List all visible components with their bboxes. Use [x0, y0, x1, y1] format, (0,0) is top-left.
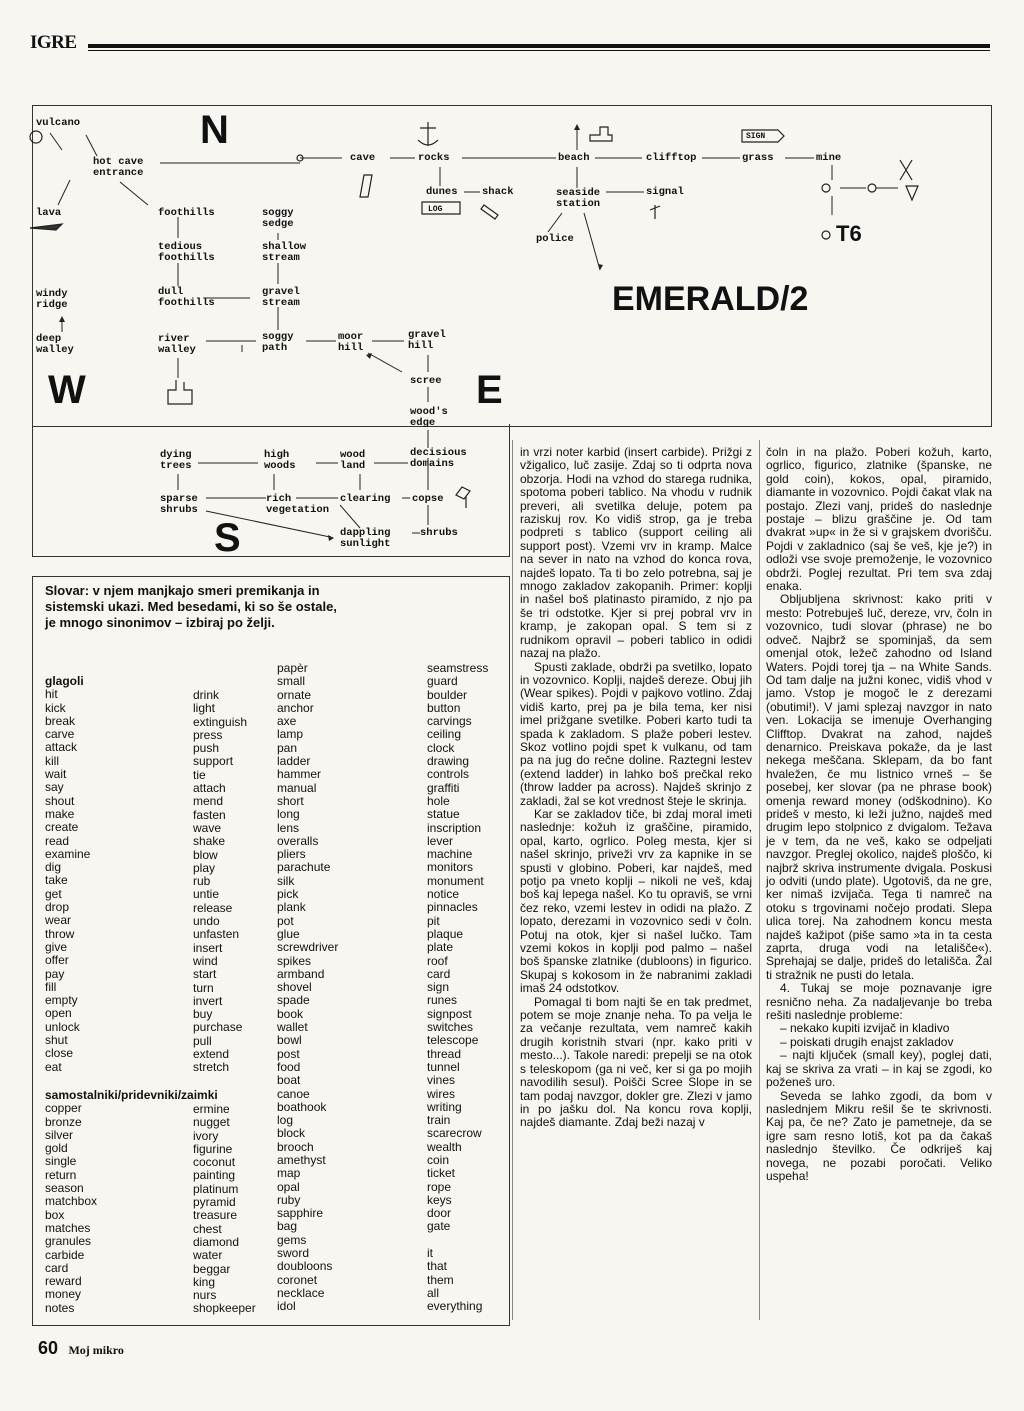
map-label-shack: shack — [482, 186, 514, 198]
vocab-word: food — [277, 1059, 301, 1074]
map-label-rich: rich vegetation — [266, 493, 330, 516]
vocab-word: fasten — [193, 807, 226, 822]
map-label-windy: windy ridge — [36, 288, 68, 311]
vocab-word: long — [277, 807, 300, 822]
vocab-word: writing — [427, 1099, 462, 1114]
vocab-word: anchor — [277, 700, 314, 715]
map-label-grass: grass — [742, 152, 774, 164]
vocab-word: pan — [277, 740, 298, 755]
vocab-word: wallet — [277, 1020, 308, 1035]
vocab-word: boat — [277, 1073, 301, 1088]
vocab-word: ornate — [277, 687, 312, 702]
vocab-word: hit — [45, 687, 58, 702]
vocab-word: statue — [427, 807, 460, 822]
vocab-column-1 — [45, 675, 90, 1074]
map-label-cave: cave — [350, 152, 376, 164]
map-label-gravel-hill: gravel hill — [408, 329, 446, 352]
map-label-deciduous: decisious domains — [410, 447, 467, 470]
vocab-word: platinum — [193, 1181, 239, 1196]
vocab-word: plank — [277, 900, 306, 915]
map-label-dull: dull foothills — [158, 286, 215, 309]
paragraph: Pomagal ti bom najti še en tak predmet, potem se moje znanje neha. To pa velja le za večanje rezultata, vem namreč kakih drugih koristnih stvari (npr. kako priti v mesto...). Takole naredi: prepelji se na otok s teleskopom (ga ni več, ker si ga po mojih navodilih sesul). Poišči Scree Slope in se tam podaj navzgor, dokler gre. Zlezi v jamo in po jašku dol. Na koncu rova koplji, najdeš diamante. Zdaj beži nazaj v — [520, 994, 752, 1130]
map-label-soggy-sedge: soggy sedge — [262, 207, 294, 230]
map-label-vulcano: vulcano — [36, 117, 81, 129]
vocab-word: graffiti — [427, 780, 460, 795]
vocab-word: ticket — [427, 1166, 456, 1181]
paragraph: – poiskati drugih enajst zakladov — [780, 1034, 954, 1049]
vocab-word: train — [427, 1113, 451, 1128]
map-label-copse: copse — [412, 493, 444, 505]
vocab-word: them — [427, 1272, 454, 1287]
vocab-word: ermine — [193, 1102, 230, 1116]
vocab-word: start — [193, 967, 217, 982]
vocab-word: return — [45, 1167, 77, 1182]
vocab-word: hole — [427, 793, 450, 808]
vocab-word: machine — [427, 847, 473, 862]
vocab-word: monument — [427, 873, 484, 888]
vocab-word: notes — [45, 1300, 75, 1315]
vocab-word: map — [277, 1166, 301, 1181]
vocab-word: overalls — [277, 833, 319, 848]
vocab-word: scarecrow — [427, 1126, 482, 1141]
vocab-word: season — [45, 1181, 84, 1196]
vocab-word: idol — [277, 1299, 296, 1314]
vocab-word: extinguish — [193, 714, 248, 729]
map-label-lava: lava — [36, 207, 62, 219]
vocab-word: copper — [45, 1101, 82, 1116]
vocab-word: gate — [427, 1219, 451, 1234]
vocab-word: attach — [193, 781, 226, 796]
vocab-word: keys — [427, 1192, 452, 1207]
vocabulary-box — [32, 576, 510, 1326]
vocab-word: brooch — [277, 1139, 314, 1154]
section-title: IGRE — [30, 32, 77, 53]
vocab-word: unfasten — [193, 927, 240, 942]
vocab-column-2 — [193, 689, 247, 1075]
vocab-word: drop — [45, 900, 70, 915]
article-text-middle — [520, 446, 752, 1130]
article-text-right — [766, 446, 992, 1183]
vocab-word: offer — [45, 953, 69, 968]
vocab-word: shout — [45, 793, 75, 808]
vocab-word: matchbox — [45, 1194, 98, 1209]
map-label-beach: beach — [558, 152, 590, 164]
map-label-high-woods: high woods — [264, 449, 296, 472]
vocab-word: bronze — [45, 1114, 82, 1129]
vocab-word: break — [45, 713, 76, 728]
paragraph: in vrzi noter karbid (insert carbide). Prižgi z vžigalico, luč zasije. Zdaj so ti odprta nova obzorja. Hodi na vzhod do starega rudnika, spotoma poberi tablico. Na vhodu v rudnik preveri, ali svetilka deluje, potem pa raziskuj rov. Ko vidiš strop, ga je treba podpreti s tablico (support ceiling ali support post). Vzemi vrv in kramp. Malce na sever in nato na vzhod do konca rova, najdeš lopato. Ta ti bo zelo potrebna, saj je mnogo zakladov zakopanih. Primer: koplji in našel boš platinasto piramido, z njo pa še tri odstotke. Kjer si prej pobral vrv in kramp, je zakopan opal. S tem si z rudnikom opravil – poberi tablico in odidi nazaj na plažo. — [520, 445, 752, 661]
vocab-word: coin — [427, 1152, 450, 1167]
vocab-word: necklace — [277, 1285, 325, 1300]
vocab-word: matches — [45, 1220, 91, 1235]
vocab-word: seamstress — [427, 661, 489, 675]
map-label-tedious: tedious foothills — [158, 241, 215, 264]
vocab-word: switches — [427, 1020, 474, 1035]
vocab-subheading: glagoli — [45, 674, 84, 688]
vocab-column-4 — [427, 662, 488, 1314]
vocab-word: thread — [427, 1046, 462, 1061]
vocab-word: wires — [427, 1086, 456, 1101]
vocab-word: button — [427, 700, 461, 715]
vocab-word: carvings — [427, 714, 472, 729]
paragraph: – najti ključek (small key), poglej dati, kaj se skriva za vrati – in kaj se zgodi, ko poženeš uro. — [766, 1048, 992, 1090]
map-label-clearing: clearing — [340, 493, 391, 505]
vocab-word: bag — [277, 1219, 298, 1234]
vocab-word: sword — [277, 1246, 310, 1261]
vocab-word: ceiling — [427, 727, 462, 742]
vocab-word: lamp — [277, 727, 304, 742]
vocab-word: kill — [45, 753, 59, 768]
vocab-column-1b — [45, 1089, 218, 1315]
vocab-word: single — [45, 1154, 77, 1169]
vocab-word: mend — [193, 794, 224, 809]
vocab-word: gems — [277, 1232, 307, 1247]
vocab-word: examine — [45, 846, 91, 861]
vocab-word: eat — [45, 1059, 62, 1074]
map-label-shallow: shallow stream — [262, 241, 307, 264]
vocab-word: shut — [45, 1033, 68, 1048]
vocab-word: ivory — [193, 1128, 219, 1143]
vocab-word: nugget — [193, 1115, 230, 1130]
map-label-deep: deep walley — [36, 333, 74, 356]
vocab-word: block — [277, 1126, 306, 1141]
vocab-word: rub — [193, 874, 211, 889]
vocab-word: card — [45, 1260, 69, 1275]
vocab-word: carbide — [45, 1247, 85, 1262]
vocab-word: gold — [45, 1141, 68, 1156]
map-label-foothills: foothills — [158, 207, 215, 219]
vocab-word: bowl — [277, 1033, 302, 1048]
vocab-word: monitors — [427, 860, 474, 875]
vocab-word: wind — [193, 953, 218, 968]
paragraph: Kar se zakladov tiče, bi zdaj moral imeti naslednje: kožuh iz graščine, piramido, opal, karto, ogrlico. Poleg mesta, kjer si našel skrinjo, priveži vrv za kapnike in se spusti v globino. Poberi, kar najdeš, med potjo pa vneto koplji – nikoli ne veš, kdaj boš kaj lepega našel. Ko tu opraviš, se vrni čez reko, vzemi lestev in odidi na plažo. Z lopato, derezami in vozovnico sedi v čoln. Potuj na otok, kjer si našel lučko. Tam vzemi kokos in koplji pod palmo – našel boš španske zlatnike (dubloons) in figurico. Skupaj s kokosom in že nabranimi zakladi imaš 24 odstotkov. — [520, 806, 752, 996]
vocab-subheading: samostalniki/pridevniki/zaimki — [45, 1088, 218, 1102]
vocab-word: wear — [45, 913, 72, 928]
vocab-word: plaque — [427, 926, 464, 941]
vocab-word: small — [277, 674, 306, 689]
map-label-dunes: dunes — [426, 186, 458, 198]
vocab-word: shopkeeper — [193, 1301, 256, 1316]
vocab-word: press — [193, 727, 223, 742]
vocab-word: post — [277, 1046, 300, 1061]
vocab-word: spikes — [277, 953, 312, 968]
vocab-word: glue — [277, 926, 300, 941]
vocab-word: pit — [427, 913, 440, 928]
vocab-word: pay — [45, 966, 65, 981]
vocab-word: play — [193, 860, 216, 875]
vocab-word: nurs — [193, 1288, 217, 1303]
vocab-word: doubloons — [277, 1259, 333, 1274]
map-label-signal: signal — [646, 186, 684, 198]
compass-north: N — [200, 108, 229, 152]
vocab-word: dig — [45, 860, 62, 875]
compass-east: E — [476, 368, 503, 412]
vocab-word: attack — [45, 740, 78, 755]
vocab-word: wealth — [427, 1139, 462, 1154]
vocab-word: fill — [45, 979, 57, 994]
paragraph: 4. Tukaj se moje poznavanje igre resnično neha. Za nadaljevanje bo treba rešiti naslednje probleme: — [766, 981, 992, 1023]
vocab-word: say — [45, 780, 64, 795]
map-label-rocks: rocks — [418, 152, 450, 164]
vocab-word: get — [45, 886, 62, 901]
map-label-soggy-path: soggy path — [262, 331, 294, 354]
vocab-word: pick — [277, 887, 299, 902]
vocab-word: drawing — [427, 754, 470, 769]
vocab-word: open — [45, 1006, 72, 1021]
vocab-word: amethyst — [277, 1152, 326, 1167]
vocab-word: buy — [193, 1007, 213, 1022]
map-label-shrubs: shrubs — [420, 527, 458, 539]
vocab-word: painting — [193, 1168, 236, 1183]
vocab-word: armband — [277, 966, 325, 981]
paragraph: Obljubljena skrivnost: kako priti v mesto: Potrebuješ luč, dereze, vrv, čoln in vozovnico, tudi slovar (phrase) ne bo odveč. Najbrž se spominjaš, da sem omenjal otok, ležeč zahodno od Island Waters. Pojdi torej tja – na White Sands. Od tam dalje na južni konec, vidiš vhod v jamo. Vstop je mogoč le z derezami (obutimi!). V jami splezaj navzgor in nato ven. Lokacija se imenuje Overhanging Clifftop. Dvakrat na zahod, najdeš denarnico. Preiskava pokaže, da je last nekega meščana. Sklepam, da bo fant hvaležen, če mu listnico vrneš – še posebej, ker slovar (pa ne phrase book) omenja reward money (odškodnino). Ko prideš v mesto, ki leži južno, najdeš med drugim lepo stolpnico z dvigalom. Težava je v tem, da ne veš, kako se odpeljati navzgor. Preglej okolico, najdeš ploščo, ki najbrž skriva instrumente dvigala. Poskusi jo odviti (undo plate). Ugotoviš, da ne gre, ker nimaš izvijača. Tega ti namreč na otoku s trgovinami nočejo prodati. Slepa ulica torej. Na zahodnem koncu mesta najdeš kažipot (piše samo »ta in ta cesta zaprta, druga vodi na letališče«). Sprehajaj se dalje, prideš do letališča. Žal ti stražnik ne pusti do letala. — [766, 592, 992, 982]
column-divider-2 — [759, 440, 760, 1320]
vocab-word: extend — [193, 1047, 230, 1062]
paragraph: – nekako kupiti izvijač in kladivo — [780, 1021, 950, 1036]
vocab-word: all — [427, 1285, 440, 1300]
log-label: LOG — [428, 205, 443, 214]
page-footer — [38, 1338, 124, 1359]
vocab-word: beggar — [193, 1261, 231, 1276]
map-label-scree: scree — [410, 375, 442, 387]
vocab-word: plate — [427, 940, 454, 955]
compass-south: S — [214, 516, 241, 560]
vocab-word: kick — [45, 700, 66, 715]
vocab-word: tunnel — [427, 1059, 460, 1074]
vocab-word: spade — [277, 993, 310, 1008]
vocab-word: short — [277, 793, 304, 808]
vocab-word: granules — [45, 1234, 92, 1249]
vocab-word: lens — [277, 820, 300, 835]
map-label-police: police — [536, 233, 574, 245]
vocab-word: carve — [45, 727, 75, 742]
vocab-word: roof — [427, 953, 448, 968]
map-label-sparse: sparse shrubs — [160, 493, 198, 516]
vocab-word: pinnacles — [427, 900, 478, 915]
vocab-word: blow — [193, 847, 218, 862]
vocab-word: boulder — [427, 687, 468, 702]
vocab-word: wait — [45, 767, 67, 782]
vocab-word: axe — [277, 714, 297, 729]
vocab-word: guard — [427, 674, 458, 689]
vocab-word: rope — [427, 1179, 452, 1194]
vocab-word: drink — [193, 688, 220, 702]
map-label-seaside: seaside station — [556, 187, 601, 210]
vocab-word: tie — [193, 767, 206, 782]
vocab-word: sapphire — [277, 1206, 324, 1221]
map-label-clifftop: clifftop — [646, 152, 697, 164]
map-label-mine: mine — [816, 152, 842, 164]
map-label-dying: dying trees — [160, 449, 192, 472]
vocab-word: undo — [193, 914, 220, 929]
paragraph: Spusti zaklade, obdrži pa svetilko, lopato in vozovnico. Koplji, najdeš dereze. Obuj jih (Wear spikes). Pojdi v pajkovo votlino. Zdaj vidiš karto, prej pa je bila tema, ker nisi imel prižgane svetilke. Poberi karto tudi ta spada k zakladom. S plaže poberi lestev. Skoz votlino pojdi spet k vulkanu, od tam pa na jug do rečne doline. Raztegni lestev (extend ladder) in lahko boš prečkal reko (throw ladder pa across). Najdeš skrinjo z zakladi, žal se kot vrednost šteje le skrinja. — [520, 659, 752, 808]
paragraph: Seveda se lahko zgodi, da bom v naslednjem Mikru rešil še te skrivnosti. Kaj pa, če ne? Zato je pametneje, da se igre sam resno lotiš, kot pa da čakaš naslednjo številko. Če odkriješ kaj novega, ne pozabi poročati. Veliko uspeha! — [766, 1088, 992, 1183]
vocab-word: papèr — [277, 661, 308, 675]
vocab-word: silk — [277, 873, 295, 888]
vocab-word: inscription — [427, 820, 482, 835]
vocab-word — [427, 1234, 488, 1247]
vocab-word: book — [277, 1006, 304, 1021]
vocab-word: boathook — [277, 1099, 327, 1114]
vocab-word: chest — [193, 1221, 222, 1236]
vocab-word: vines — [427, 1073, 456, 1088]
vocab-word: controls — [427, 767, 470, 782]
vocab-word: notice — [427, 887, 460, 902]
page-number: 60 — [38, 1338, 59, 1358]
vocab-word: support — [193, 754, 234, 769]
vocab-word: ruby — [277, 1192, 301, 1207]
vocab-word: it — [427, 1246, 433, 1261]
vocab-word: card — [427, 966, 451, 981]
sign-label: SIGN — [746, 132, 766, 141]
vocab-word: canoe — [277, 1086, 310, 1101]
vocab-word: untie — [193, 887, 220, 902]
map-label-gravel-stream: gravel stream — [262, 286, 300, 309]
vocab-word: treasure — [193, 1208, 238, 1223]
vocab-word: shake — [193, 834, 226, 849]
vocab-word: take — [45, 873, 68, 888]
vocab-word: parachute — [277, 860, 331, 875]
vocab-word: close — [45, 1046, 74, 1061]
vocab-word: that — [427, 1259, 448, 1274]
vocab-word: silver — [45, 1127, 74, 1142]
vocab-word: throw — [45, 926, 75, 941]
vocab-word: hammer — [277, 767, 322, 782]
vocab-word: turn — [193, 980, 214, 995]
map-label-woods-edge: wood's edge — [410, 406, 448, 429]
vocab-word: ladder — [277, 754, 311, 769]
vocab-word: sign — [427, 980, 450, 995]
vocab-word: log — [277, 1113, 294, 1128]
vocab-word: unlock — [45, 1019, 80, 1034]
vocab-word: signpost — [427, 1006, 472, 1021]
map-label-moor: moor hill — [338, 331, 364, 354]
vocab-word: screwdriver — [277, 940, 339, 955]
vocab-word: stretch — [193, 1060, 230, 1075]
vocab-word: pull — [193, 1033, 212, 1048]
map-label-wood-land: wood land — [340, 449, 366, 472]
vocab-word: reward — [45, 1274, 82, 1289]
vocab-word: give — [45, 939, 68, 954]
vocab-column-2b — [193, 1103, 256, 1316]
vocab-word: figurine — [193, 1141, 233, 1156]
vocab-word: water — [193, 1248, 223, 1263]
vocab-word: runes — [427, 993, 458, 1008]
vocab-word: box — [45, 1207, 65, 1222]
vocab-word: telescope — [427, 1033, 479, 1048]
vocab-word: insert — [193, 940, 223, 955]
vocab-word: light — [193, 701, 216, 716]
vocab-word: release — [193, 900, 233, 915]
vocab-word: create — [45, 820, 79, 835]
vocab-word: coconut — [193, 1155, 236, 1170]
vocab-word: opal — [277, 1179, 300, 1194]
vocab-word: push — [193, 741, 220, 756]
map-label-dappling: dappling sunlight — [340, 527, 391, 550]
vocab-word: read — [45, 833, 70, 848]
column-divider — [512, 440, 513, 1320]
vocab-word: pot — [277, 913, 294, 928]
paragraph: čoln in na plažo. Poberi kožuh, karto, ogrlico, figurico, zlatnike (španske, ne gold coin), kokos, opal, piramido, diamante in vozovnico. Pojdi čakat vlak na postajo. Zlezi vanj, prideš do naslednje postaje – blizu graščine je. Od tam dvakrat »up« in že si v grajskem dvorišču. Pojdi v zakladnico (saj še veš, kje je?) in odloži vse svoje premoženje, le vozovnico obdrži. Poglej rezultat. Pri tem sva zdaj enaka. — [766, 445, 992, 594]
vocab-column-3 — [277, 662, 338, 1314]
vocab-word: purchase — [193, 1020, 243, 1035]
vocab-word: lever — [427, 833, 454, 848]
compass-west: W — [48, 368, 86, 412]
vocabulary-heading: Slovar: v njem manjkajo smeri premikanja in sistemski ukazi. Med besedami, ki so še ostale, je mnogo sinonimov – izbiraj po želji. — [45, 583, 337, 630]
vocab-word: manual — [277, 780, 317, 795]
vocab-word: make — [45, 806, 75, 821]
vocab-word: money — [45, 1287, 82, 1302]
vocab-word: door — [427, 1206, 452, 1221]
vocab-word: coronet — [277, 1272, 318, 1287]
vocab-word: king — [193, 1274, 216, 1289]
vocab-word: empty — [45, 993, 78, 1008]
vocab-word: invert — [193, 993, 223, 1008]
vocab-word: pliers — [277, 847, 306, 862]
map-label-river: river walley — [158, 333, 196, 356]
vocab-word: shovel — [277, 980, 312, 995]
vocab-word: pyramid — [193, 1195, 236, 1210]
map-title: EMERALD/2 — [612, 280, 809, 318]
vocab-word: wave — [193, 820, 222, 835]
t6-label: T6 — [836, 221, 862, 246]
vocab-word: diamond — [193, 1234, 240, 1249]
map-label-hot-cave: hot cave entrance — [93, 156, 144, 179]
magazine-name: Moj mikro — [68, 1343, 124, 1357]
vocab-word: clock — [427, 740, 455, 755]
vocab-word: everything — [427, 1299, 483, 1314]
